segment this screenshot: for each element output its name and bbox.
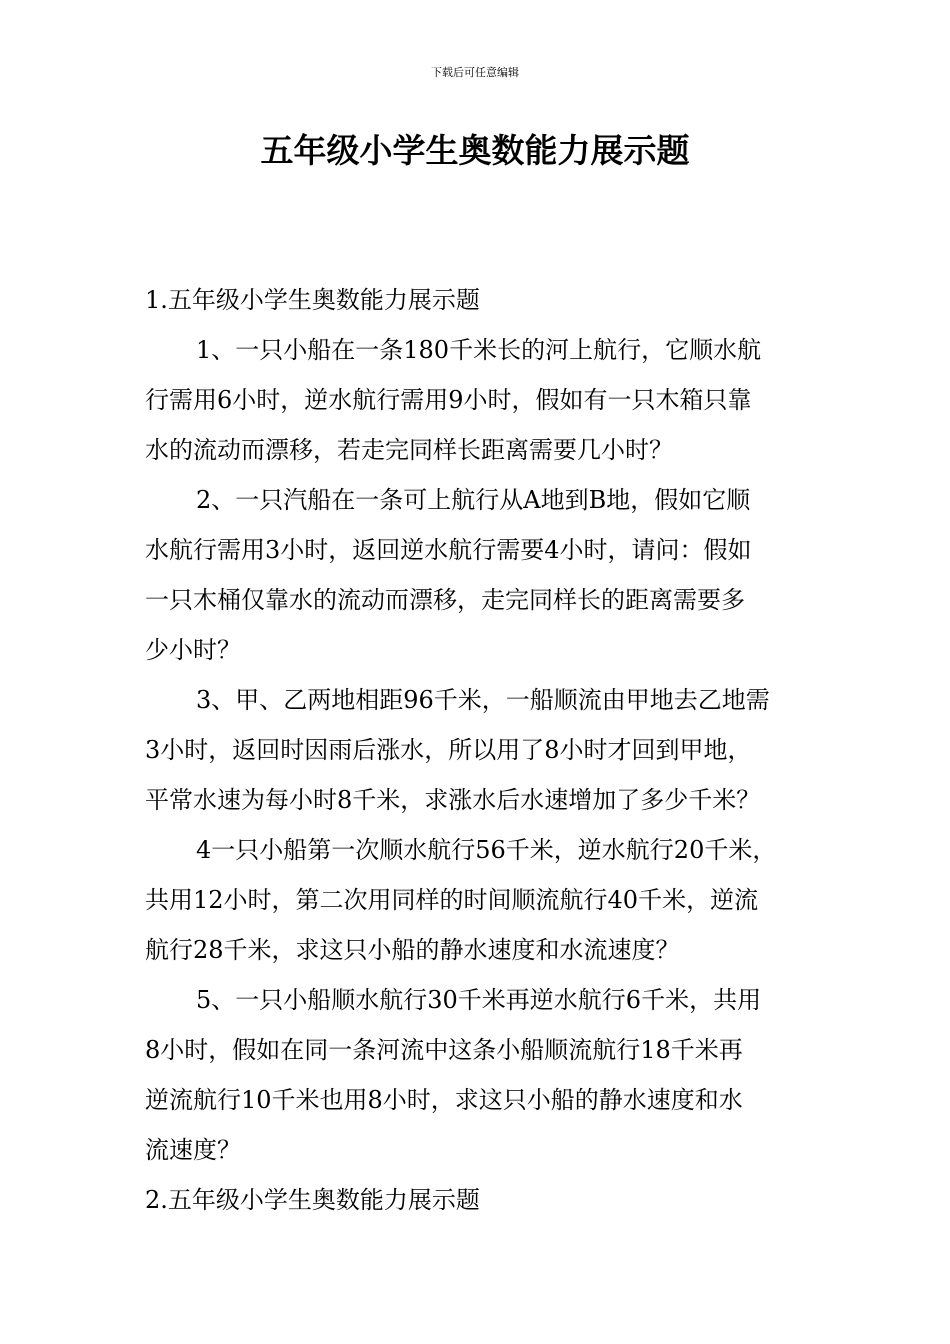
problem-line: 平常水速为每小时8千米，求涨水后水速增加了多少千米？ — [145, 786, 761, 814]
problem-line: 3小时，返回时因雨后涨水，所以用了8小时才回到甲地， — [145, 736, 752, 764]
problem-line: 3、甲、乙两地相距96千米，一船顺流由甲地去乙地需 — [196, 686, 770, 714]
document-title: 五年级小学生奥数能力展示题 — [260, 131, 690, 170]
problem-4 — [145, 825, 825, 975]
problem-line: 逆流航行10千米也用8小时，求这只小船的静水速度和水 — [145, 1086, 743, 1114]
problem-2 — [145, 475, 825, 675]
problem-line: 4一只小船第一次顺水航行56千米，逆水航行20千米， — [196, 836, 777, 864]
problem-5 — [145, 975, 825, 1175]
problem-line: 共用12小时，第二次用同样的时间顺流航行40千米，逆流 — [145, 886, 759, 914]
problem-line: 行需用6小时，逆水航行需用9小时，假如有一只木箱只靠 — [145, 386, 752, 414]
problem-line: 流速度？ — [145, 1136, 241, 1164]
header-note: 下载后可任意编辑 — [431, 66, 519, 79]
problem-line: 少小时？ — [145, 636, 241, 664]
section-heading: 2.五年级小学生奥数能力展示题 — [145, 1186, 480, 1214]
problem-line: 水的流动而漂移，若走完同样长距离需要几小时？ — [145, 436, 673, 464]
document-body — [145, 275, 825, 1225]
problem-line: 一只木桶仅靠水的流动而漂移，走完同样长的距离需要多 — [145, 586, 745, 614]
problem-line: 2、一只汽船在一条可上航行从A地到B地，假如它顺 — [196, 486, 751, 514]
problem-1 — [145, 325, 825, 475]
problem-line: 8小时，假如在同一条河流中这条小船顺流航行18千米再 — [145, 1036, 743, 1064]
problem-line: 航行28千米，求这只小船的静水速度和水流速度？ — [145, 936, 680, 964]
problem-line: 水航行需用3小时，返回逆水航行需要4小时，请问：假如 — [145, 536, 752, 564]
problem-3 — [145, 675, 825, 825]
section-heading: 1.五年级小学生奥数能力展示题 — [145, 286, 480, 314]
problem-line: 5、一只小船顺水航行30千米再逆水航行6千米，共用 — [196, 986, 762, 1014]
problem-line: 1、一只小船在一条180千米长的河上航行，它顺水航 — [196, 336, 762, 364]
